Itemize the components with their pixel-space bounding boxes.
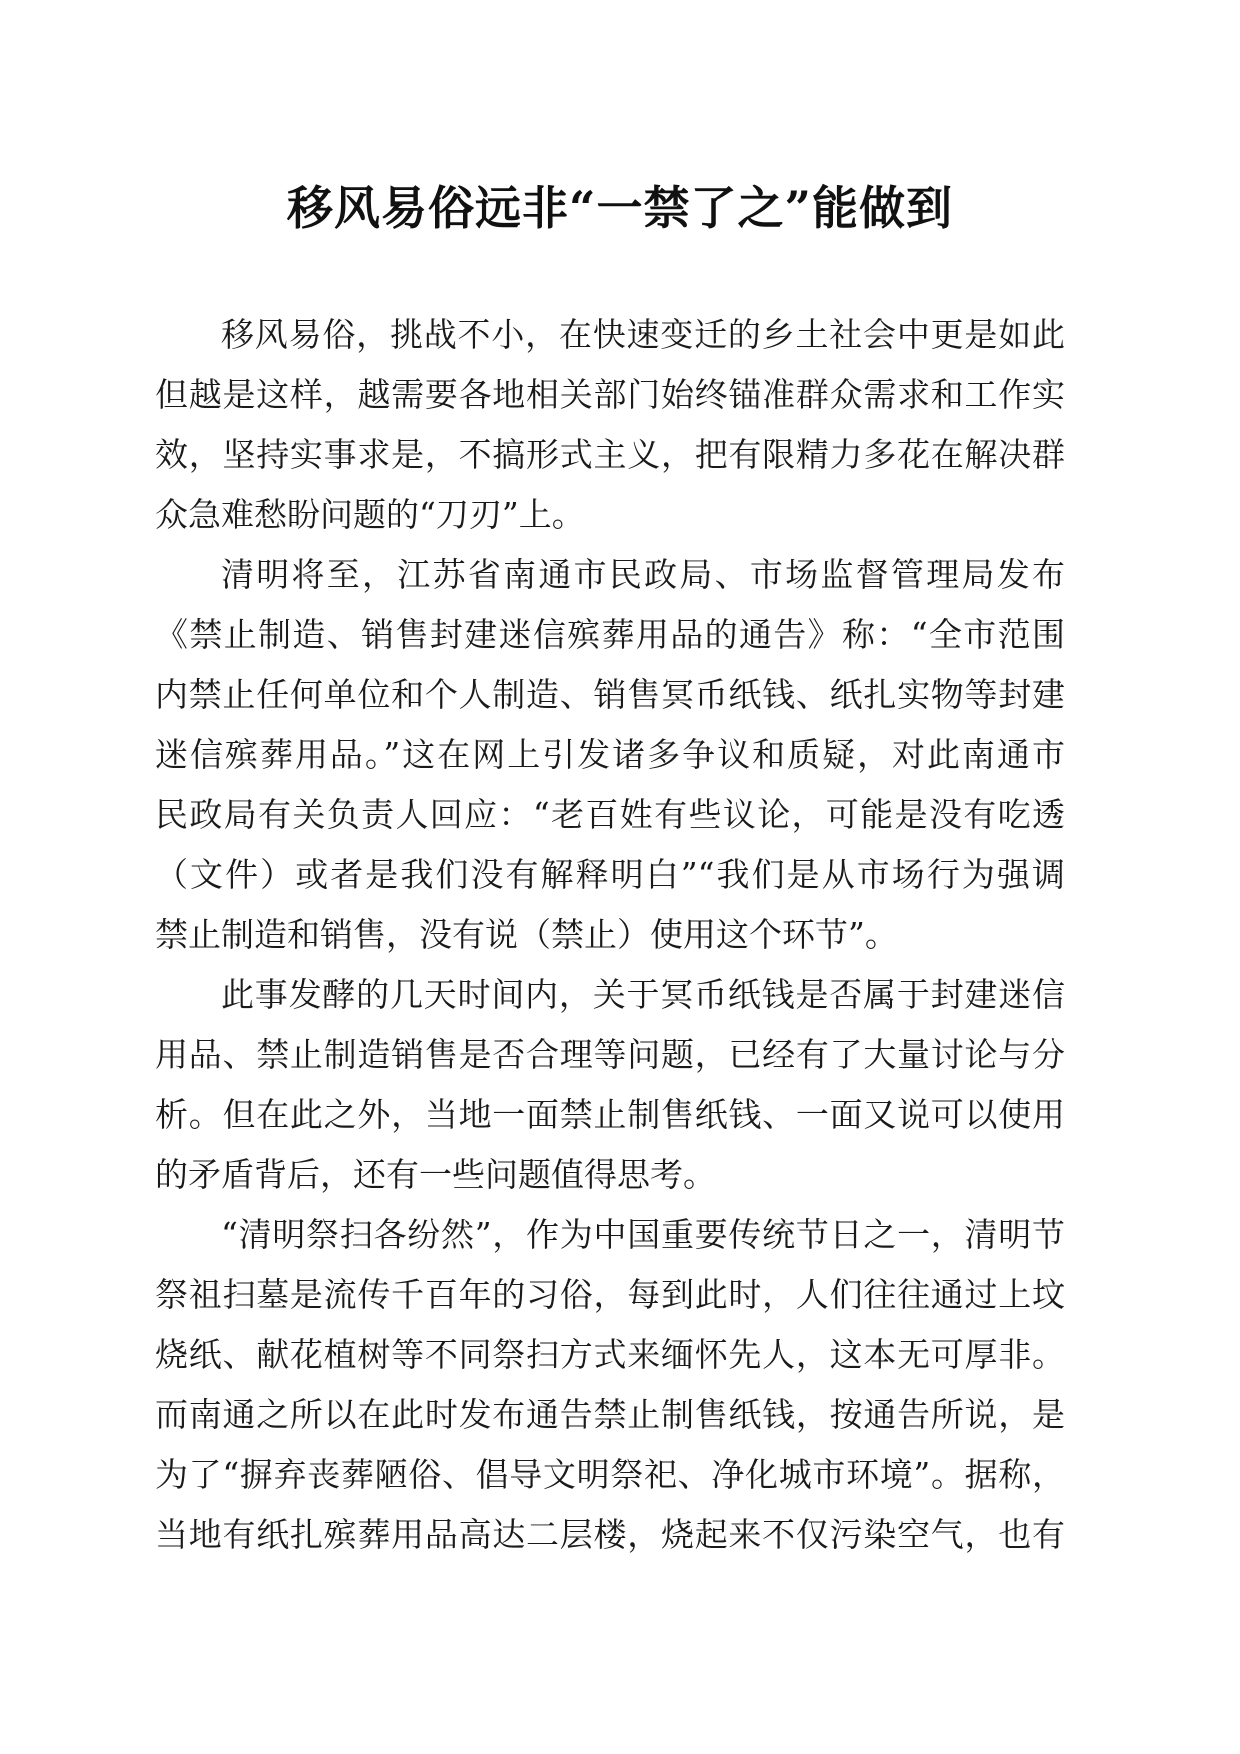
text-line: 祭祖扫墓是流传千百年的习俗，每到此时，人们往往通过上坟 [155,1275,1065,1314]
text-line: 民政局有关负责人回应：“老百姓有些议论，可能是没有吃透 [155,795,1065,834]
text-line: 用品、禁止制造销售是否合理等问题，已经有了大量讨论与分 [155,1035,1065,1074]
text-line: 内禁止任何单位和个人制造、销售冥币纸钱、纸扎实物等封建 [155,675,1065,714]
text-line: （文件）或者是我们没有解释明白”“我们是从市场行为强调 [155,855,1065,894]
text-line: 禁止制造和销售，没有说（禁止）使用这个环节”。 [155,915,898,954]
text-line: 移风易俗，挑战不小，在快速变迁的乡土社会中更是如此 [221,315,1065,354]
text-line: 迷信殡葬用品。”这在网上引发诸多争议和质疑，对此南通市 [155,735,1065,774]
text-line: 当地有纸扎殡葬用品高达二层楼，烧起来不仅污染空气，也有 [155,1515,1065,1554]
text-line: 的矛盾背后，还有一些问题值得思考。 [155,1155,716,1194]
text-line: 效，坚持实事求是，不搞形式主义，把有限精力多花在解决群 [155,435,1065,474]
text-line: 《禁止制造、销售封建迷信殡葬用品的通告》称：“全市范围 [155,615,1065,654]
text-line: 析。但在此之外，当地一面禁止制售纸钱、一面又说可以使用 [155,1095,1065,1134]
document-title: 移风易俗远非“一禁了之”能做到 [287,181,953,235]
text-line: 而南通之所以在此时发布通告禁止制售纸钱，按通告所说，是 [155,1395,1065,1434]
text-line: 此事发酵的几天时间内，关于冥币纸钱是否属于封建迷信 [221,975,1065,1014]
text-line: 众急难愁盼问题的“刀刃”上。 [155,495,585,534]
document-body [155,305,1065,1565]
text-line: “清明祭扫各纷然”，作为中国重要传统节日之一，清明节 [221,1215,1065,1254]
text-line: 但越是这样，越需要各地相关部门始终锚准群众需求和工作实 [155,375,1065,414]
text-line: 烧纸、献花植树等不同祭扫方式来缅怀先人，这本无可厚非。 [155,1335,1065,1374]
text-line: 为了“摒弃丧葬陋俗、倡导文明祭祀、净化城市环境”。据称， [155,1455,1065,1494]
text-line: 清明将至，江苏省南通市民政局、市场监督管理局发布 [221,555,1065,594]
